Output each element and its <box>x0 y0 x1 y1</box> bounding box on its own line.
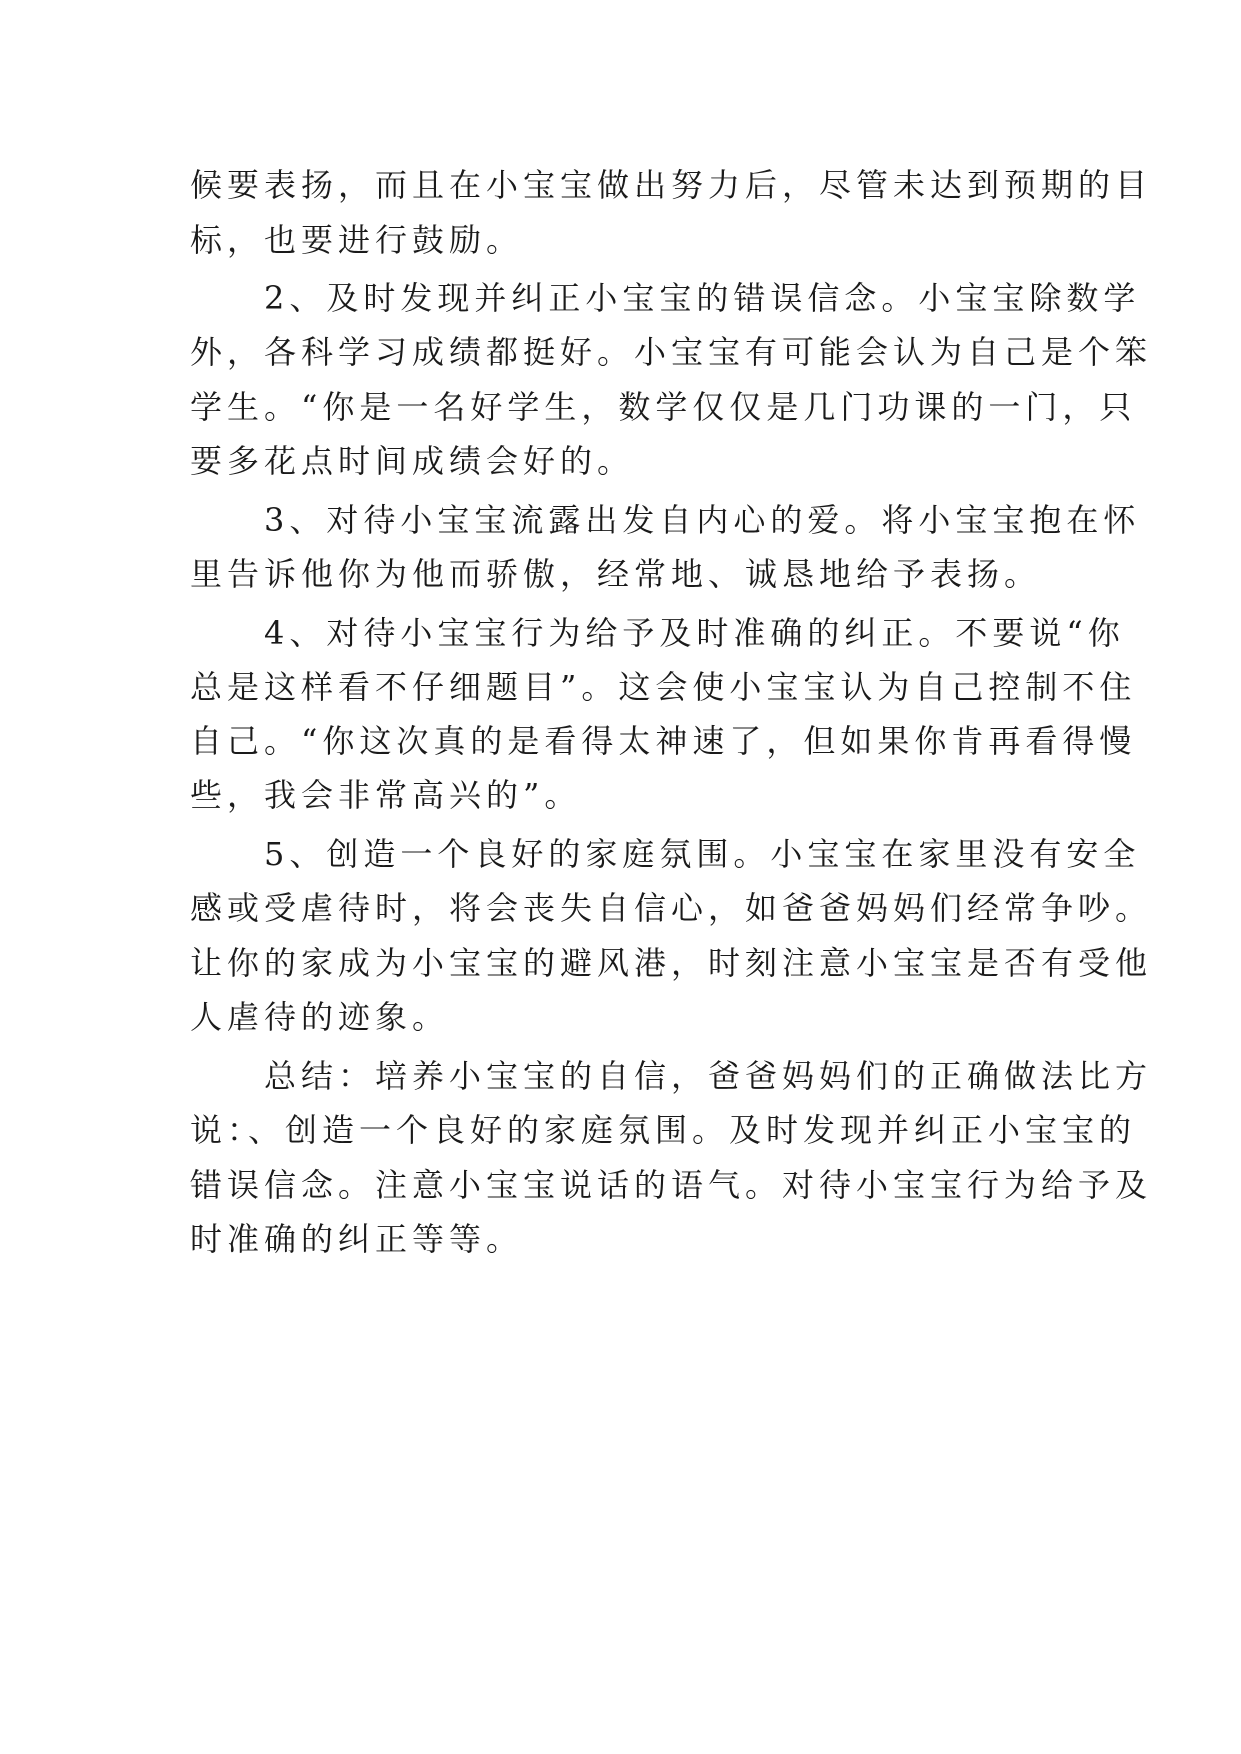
text-line: 3、对待小宝宝流露出发自内心的爱。将小宝宝抱在怀 <box>190 501 1141 539</box>
text-line: 外，各科学习成绩都挺好。小宝宝有可能会认为自己是个笨 <box>190 333 1153 371</box>
text-line: 自己。“你这次真的是看得太神速了，但如果你肯再看得慢 <box>190 722 1137 760</box>
text-line: 感或受虐待时，将会丧失自信心，如爸爸妈妈们经常争吵。 <box>190 889 1153 927</box>
text-line: 要多花点时间成绩会好的。 <box>190 442 635 480</box>
text-line: 学生。“你是一名好学生，数学仅仅是几门功课的一门，只 <box>190 388 1137 426</box>
text-line: 2、及时发现并纠正小宝宝的错误信念。小宝宝除数学 <box>190 279 1141 317</box>
text-line: 错误信念。注意小宝宝说话的语气。对待小宝宝行为给予及 <box>190 1166 1153 1204</box>
text-line: 候要表扬，而且在小宝宝做出努力后，尽管未达到预期的目 <box>190 166 1153 204</box>
text-line: 人虐待的迹象。 <box>190 998 450 1036</box>
text-line: 总是这样看不仔细题目”。这会使小宝宝认为自己控制不住 <box>190 668 1137 706</box>
text-line: 5、创造一个良好的家庭氛围。小宝宝在家里没有安全 <box>190 835 1141 873</box>
text-line: 些，我会非常高兴的”。 <box>190 776 582 814</box>
text-line: 标，也要进行鼓励。 <box>190 221 524 259</box>
text-line: 总结：培养小宝宝的自信，爸爸妈妈们的正确做法比方 <box>190 1057 1153 1095</box>
text-line: 时准确的纠正等等。 <box>190 1220 524 1258</box>
text-line: 里告诉他你为他而骄傲，经常地、诚恳地给予表扬。 <box>190 555 1042 593</box>
text-line: 4、对待小宝宝行为给予及时准确的纠正。不要说“你 <box>190 614 1125 652</box>
text-line: 让你的家成为小宝宝的避风港，时刻注意小宝宝是否有受他 <box>190 944 1153 982</box>
text-line: 说：、创造一个良好的家庭氛围。及时发现并纠正小宝宝的 <box>190 1111 1137 1149</box>
